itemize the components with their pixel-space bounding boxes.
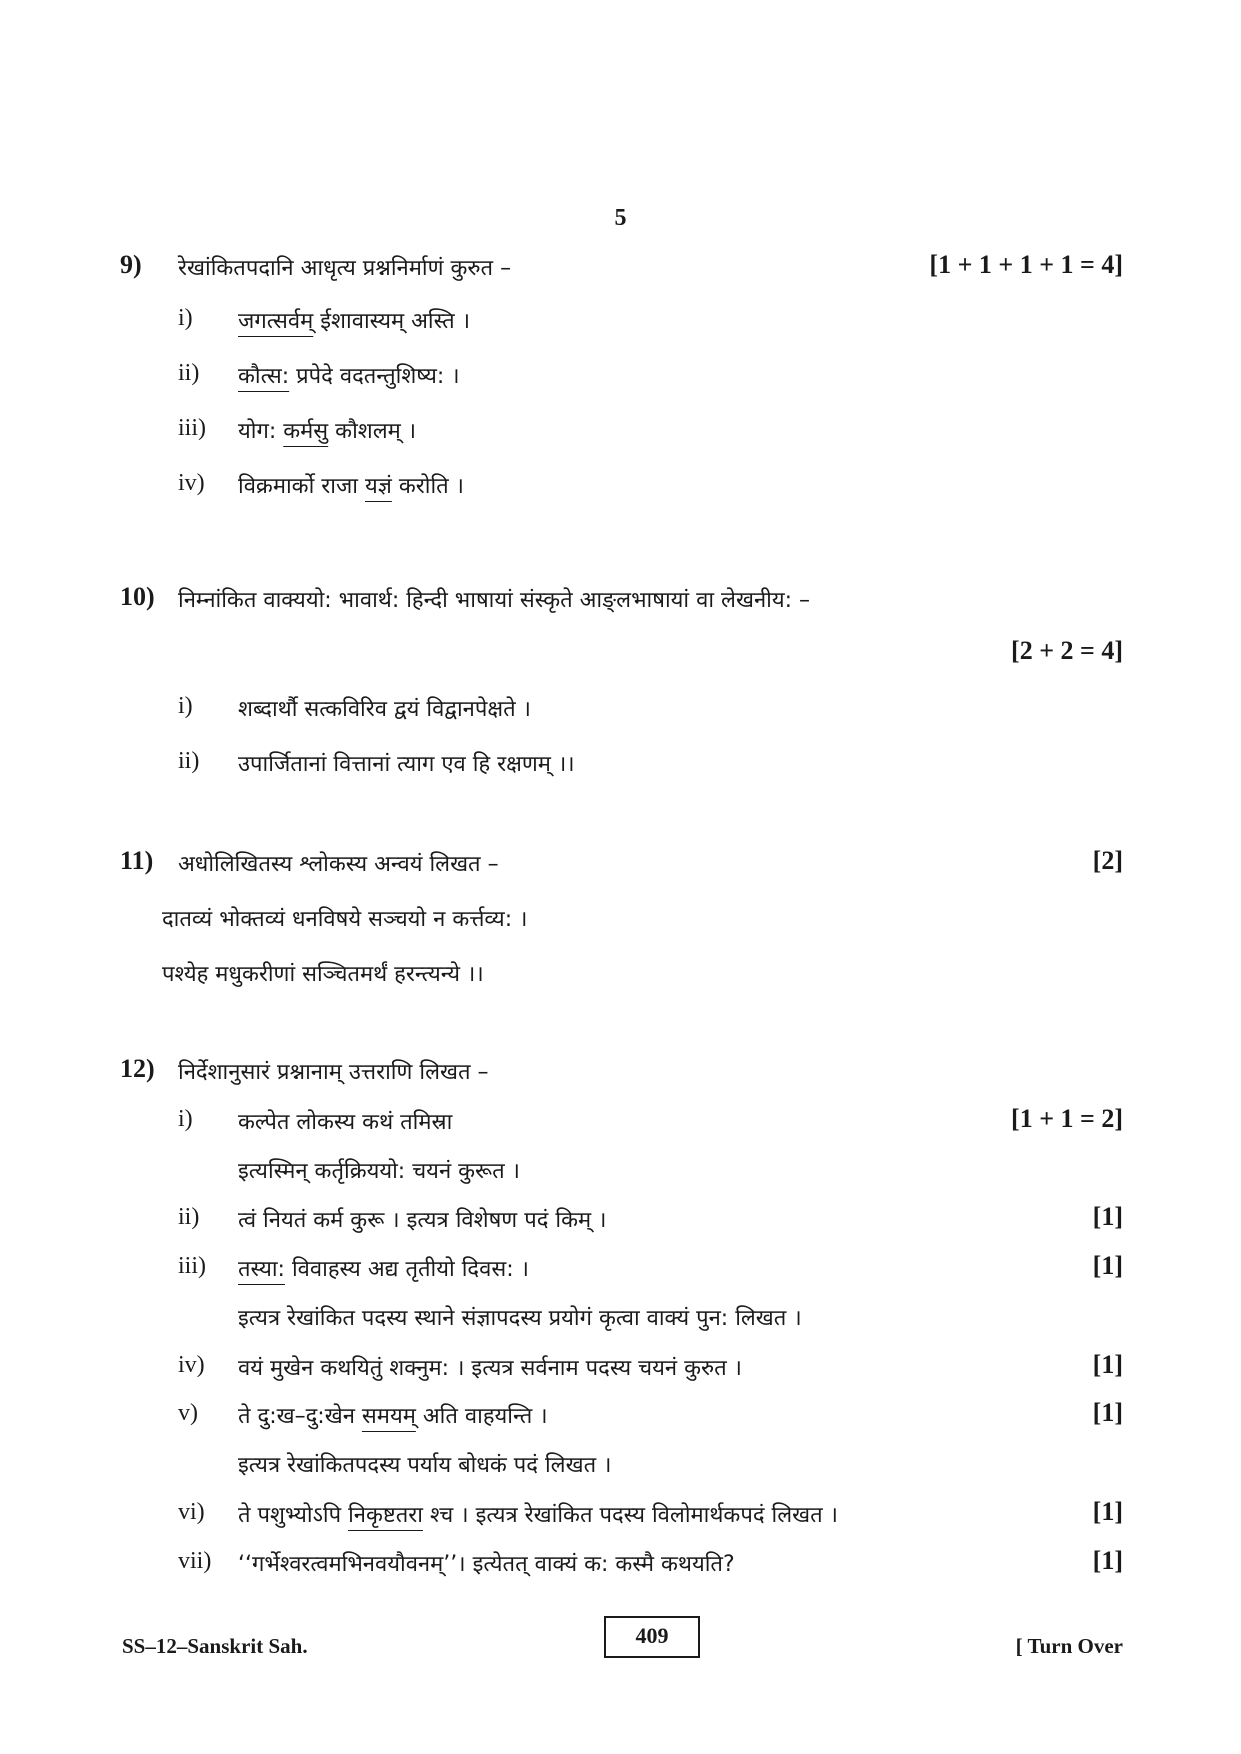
marks-label: [1] xyxy=(1092,1202,1123,1231)
marks-label: [1] xyxy=(1092,1497,1123,1526)
item-label: i) xyxy=(178,693,193,719)
item-text: जगत्सर्वम् ईशावास्यम् अस्ति । xyxy=(238,309,471,334)
underlined-word: यज्ञं xyxy=(364,474,392,499)
item-label: ii) xyxy=(178,360,200,386)
paper-code: SS–12–Sanskrit Sah. xyxy=(122,1634,308,1658)
item-label: iii) xyxy=(178,415,206,441)
question-number: 10) xyxy=(120,582,155,611)
item-text: ते पशुभ्योऽपि निकृष्टतरा श्च । इत्यत्र रेखांकित पदस्य विलोमार्थकपदं लिखत । xyxy=(238,1503,838,1528)
item-text: त्वं नियतं कर्म कुरू । इत्यत्र विशेषण पदं किम् । xyxy=(238,1208,607,1233)
item-label: iii) xyxy=(178,1253,206,1279)
question-prompt: अधोलिखितस्य श्लोकस्य अन्वयं लिखत – xyxy=(178,852,499,877)
question-number: 11) xyxy=(120,846,154,875)
page-number: 5 xyxy=(614,205,627,231)
question-prompt: निम्नांकित वाक्ययो: भावार्थ: हिन्दी भाषायां संस्कृते आङ्लभाषायां वा लेखनीय: – xyxy=(178,588,811,613)
item-label: iv) xyxy=(178,470,205,496)
marks-label: [1 + 1 + 1 + 1 = 4] xyxy=(929,250,1123,279)
item-instruction: इत्यस्मिन् कर्तृक्रिययो: चयनं कुरूत । xyxy=(238,1159,521,1184)
item-text: ‘‘गर्भेश्वरत्वमभिनवयौवनम्’’। इत्येतत् वाक्यं क: कस्मै कथयति? xyxy=(238,1552,735,1577)
underlined-word: तस्या: xyxy=(238,1257,285,1282)
turn-over-label: [ Turn Over xyxy=(1015,1634,1123,1658)
marks-label: [1] xyxy=(1092,1546,1123,1575)
marks-label: [1] xyxy=(1092,1251,1123,1280)
item-text: तस्या: विवाहस्य अद्य तृतीयो दिवस: । xyxy=(238,1257,529,1282)
marks-label: [1] xyxy=(1092,1398,1123,1427)
underlined-word: कौत्स: xyxy=(238,364,290,389)
item-text: कौत्स: प्रपेदे वदतन्तुशिष्य: । xyxy=(238,364,460,389)
underlined-word: समयम् xyxy=(361,1404,416,1429)
item-text: शब्दार्थौ सत्कविरिव द्वयं विद्वानपेक्षते । xyxy=(238,697,532,722)
item-text: विक्रमार्को राजा यज्ञं करोति । xyxy=(238,474,465,499)
underlined-word: कर्मसु xyxy=(283,419,329,444)
item-label: vi) xyxy=(178,1499,205,1525)
item-text: उपार्जितानां वित्तानां त्याग एव हि रक्षणम् ।। xyxy=(238,752,575,777)
item-text: ते दु:ख–दु:खेन समयम् अति वाहयन्ति । xyxy=(238,1404,548,1429)
verse-line: दातव्यं भोक्तव्यं धनविषये सञ्चयो न कर्त्तव्य: । xyxy=(162,907,528,932)
marks-label: [1] xyxy=(1092,1350,1123,1379)
marks-label: [1 + 1 = 2] xyxy=(1011,1104,1123,1133)
item-text: योग: कर्मसु कौशलम् । xyxy=(238,419,417,444)
item-label: v) xyxy=(178,1400,198,1426)
item-instruction: इत्यत्र रेखांकित पदस्य स्थाने संज्ञापदस्य प्रयोगं कृत्वा वाक्यं पुन: लिखत । xyxy=(238,1306,802,1331)
item-label: ii) xyxy=(178,1204,200,1230)
question-number: 12) xyxy=(120,1054,155,1083)
underlined-word: निकृष्टतरा xyxy=(348,1503,423,1528)
question-prompt: निर्देशानुसारं प्रश्नानाम् उत्तराणि लिखत – xyxy=(178,1060,489,1085)
verse-line: पश्येह मधुकरीणां सञ्चितमर्थं हरन्त्यन्ये ।। xyxy=(162,962,484,987)
item-label: i) xyxy=(178,1106,193,1132)
underlined-word: जगत्सर्वम् xyxy=(238,309,314,334)
item-text: वयं मुखेन कथयितुं शक्नुम: । इत्यत्र सर्वनाम पदस्य चयनं कुरुत । xyxy=(238,1356,742,1381)
question-prompt: रेखांकितपदानि आधृत्य प्रश्ननिर्माणं कुरुत – xyxy=(178,256,512,281)
item-label: vii) xyxy=(178,1548,212,1574)
marks-label: [2] xyxy=(1092,846,1123,875)
item-label: ii) xyxy=(178,748,200,774)
marks-label: [2 + 2 = 4] xyxy=(1011,636,1123,665)
item-label: iv) xyxy=(178,1352,205,1378)
question-number: 9) xyxy=(120,250,142,279)
item-label: i) xyxy=(178,305,193,331)
page-code-box: 409 xyxy=(604,1616,700,1658)
item-instruction: इत्यत्र रेखांकितपदस्य पर्याय बोधकं पदं लिखत । xyxy=(238,1453,612,1478)
item-text: कल्पेत लोकस्य कथं तमिस्रा xyxy=(238,1110,453,1135)
